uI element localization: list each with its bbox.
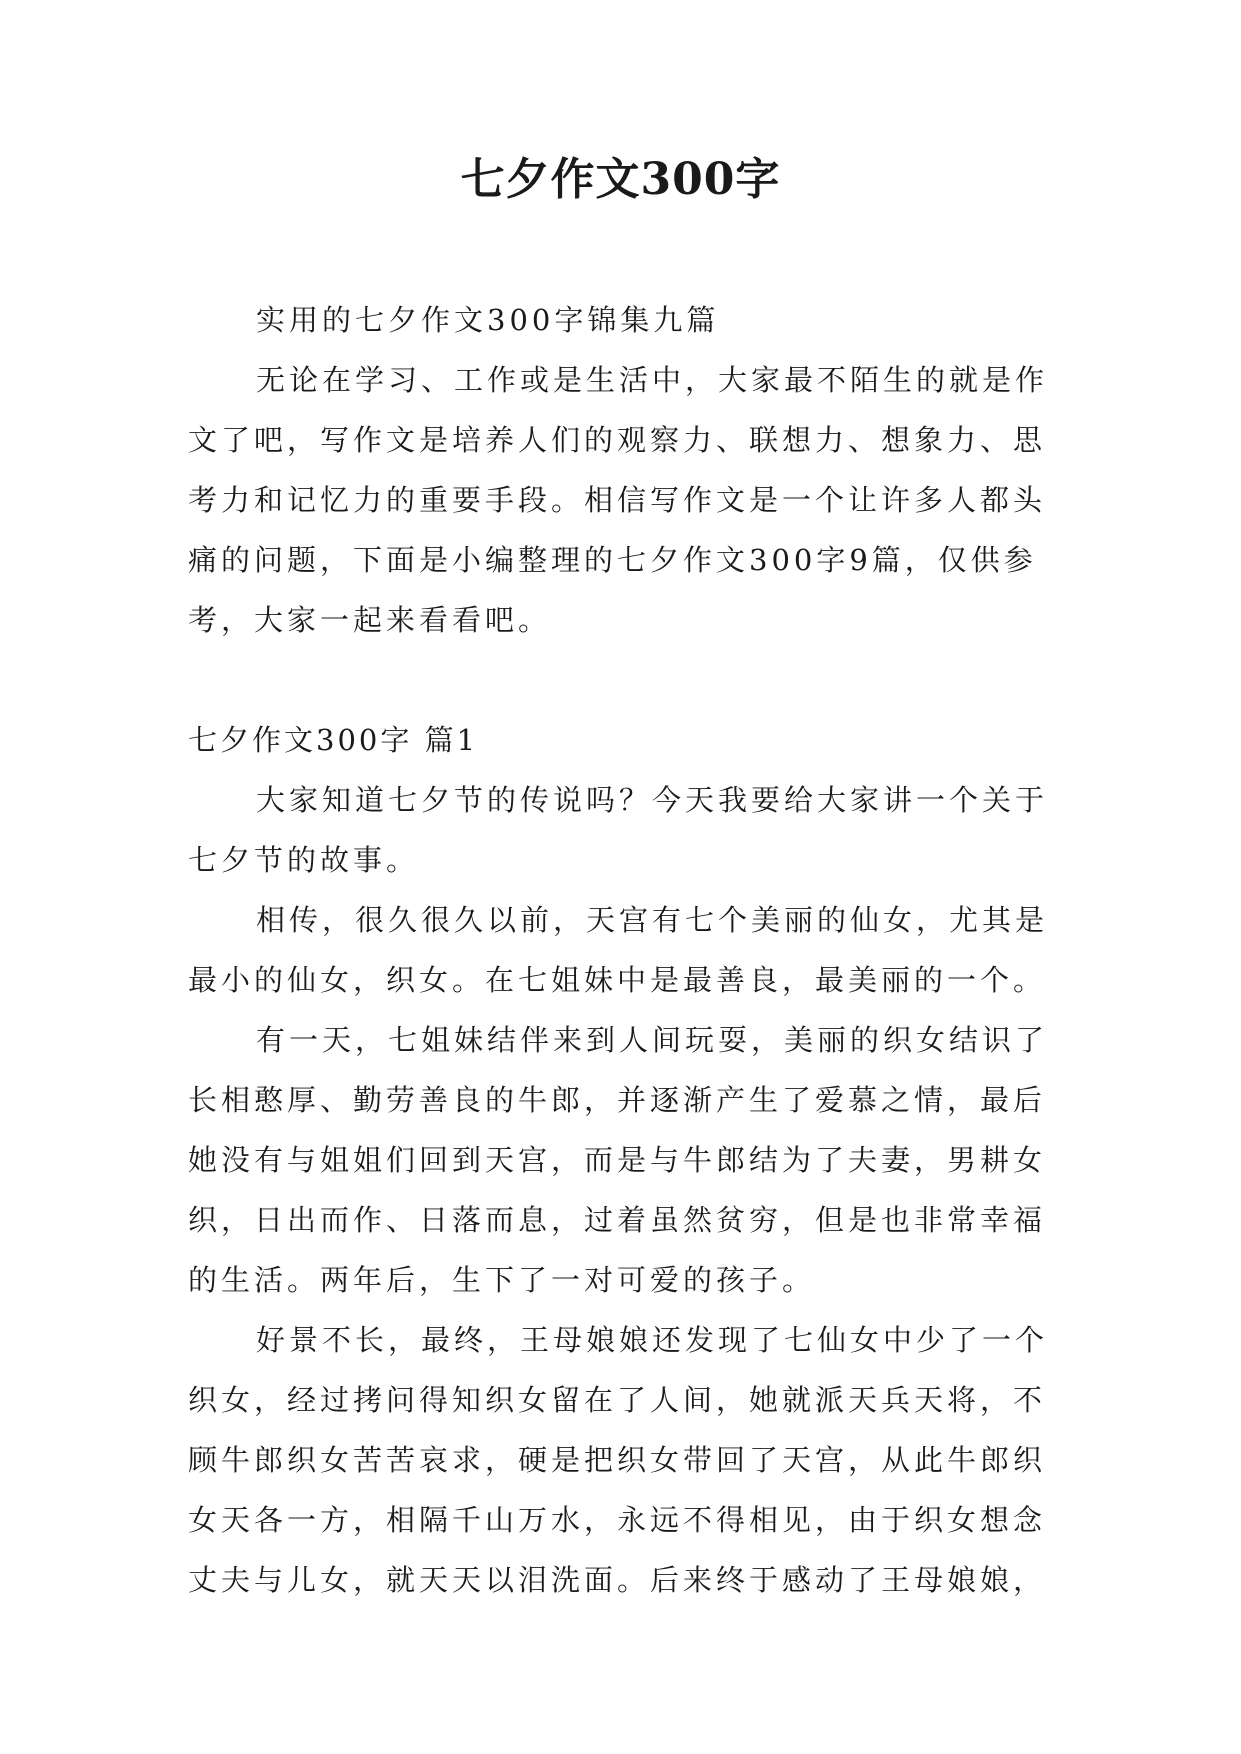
story-paragraph-4: 好景不长，最终，王母娘娘还发现了七仙女中少了一个织女，经过拷问得知织女留在了人间，她就派天兵天将，不顾牛郎织女苦苦哀求，硬是把织女带回了天宫，从此牛郎织女天各一方，相隔千山万水，永远不得相见，由于织女想念丈夫与儿女，就天天以泪洗面。后来终于感动了王母娘娘， [188, 1323, 1049, 1597]
section-heading: 七夕作文300字 篇1 [188, 723, 479, 757]
document-body [188, 290, 1060, 1610]
story-paragraph-2: 相传，很久很久以前，天宫有七个美丽的仙女，尤其是最小的仙女，织女。在七姐妹中是最善良，最美丽的一个。 [188, 903, 1049, 997]
intro-paragraph: 无论在学习、工作或是生活中，大家最不陌生的就是作文了吧，写作文是培养人们的观察力、联想力、想象力、思考力和记忆力的重要手段。相信写作文是一个让许多人都头痛的问题，下面是小编整理的七夕作文300字9篇，仅供参考，大家一起来看看吧。 [188, 363, 1049, 637]
section-spacer [188, 650, 1060, 710]
story-paragraph-1: 大家知道七夕节的传说吗？今天我要给大家讲一个关于七夕节的故事。 [188, 783, 1049, 877]
intro-subtitle: 实用的七夕作文300字锦集九篇 [256, 303, 720, 337]
document-title: 七夕作文300字 [460, 154, 781, 205]
story-paragraph-3: 有一天，七姐妹结伴来到人间玩耍，美丽的织女结识了长相憨厚、勤劳善良的牛郎，并逐渐产生了爱慕之情，最后她没有与姐姐们回到天宫，而是与牛郎结为了夫妻，男耕女织，日出而作、日落而息，过着虽然贫穷，但是也非常幸福的生活。两年后，生下了一对可爱的孩子。 [188, 1023, 1049, 1297]
